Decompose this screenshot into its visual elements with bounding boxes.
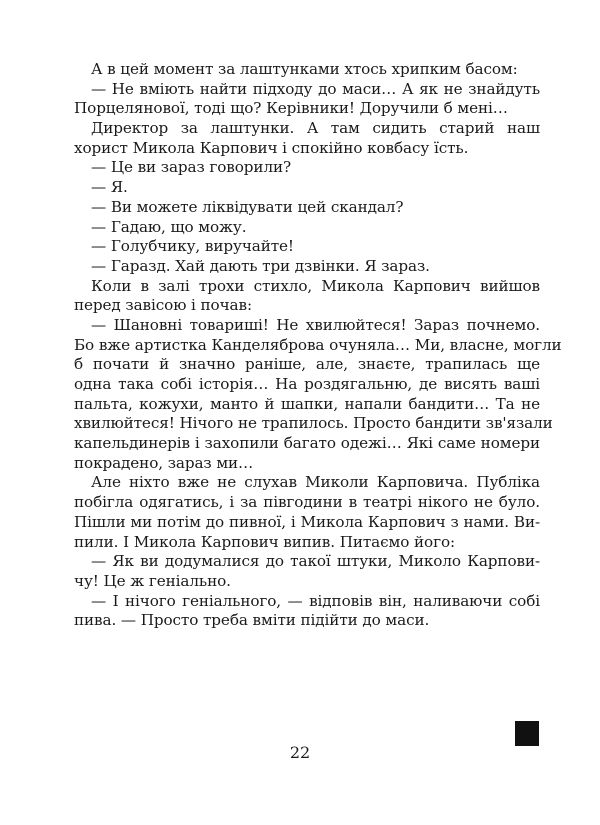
text-line: — Шановні товариші! Не хвилюйтеся! Зараз почнемо. xyxy=(91,315,540,334)
text-line: — Ви можете ліквідувати цей скандал? xyxy=(91,197,404,216)
text-line: — Не вміють найти підходу до маси… А як не знайдуть xyxy=(91,79,540,98)
text-line: Коли в залі трохи стихло, Микола Карпович вийшов xyxy=(91,276,540,295)
text-line: А в цей момент за лаштунками хтось хрипким басом: xyxy=(91,60,518,78)
text-line: Бо вже артистка Канделяброва очуняла… Ми, власне, могли xyxy=(74,335,562,354)
text-line: капельдинерів і захопили багато одежі… Які саме номери xyxy=(74,434,540,453)
text-line: Пішли ми потім до пивної, і Микола Карпович з нами. Ви- xyxy=(74,512,540,531)
page-number: 22 xyxy=(289,743,311,762)
text-line: пальта, кожухи, манто й шапки, напали бандити… Та не xyxy=(74,394,540,413)
text-line: — І нічого геніального, — відповів він, наливаючи собі xyxy=(91,591,540,610)
text-line: — Це ви зараз говорили? xyxy=(91,158,292,177)
text-line: — Як ви додумалися до такої штуки, Миколо Карпови- xyxy=(91,552,540,571)
text-line: Порцелянової, тоді що? Керівники! Доручили б мені… xyxy=(74,99,508,118)
text-line: пили. І Микола Карпович випив. Питаємо його: xyxy=(74,532,455,551)
text-line: Але ніхто вже не слухав Миколи Карповича. Публіка xyxy=(91,473,540,492)
text-line: пива. — Просто треба вміти підійти до маси. xyxy=(74,611,430,630)
text-line: — Я. xyxy=(91,178,128,197)
text-line: побігла одягатись, і за півгодини в театрі нікого не було. xyxy=(74,493,540,512)
text-line: хорист Микола Карпович і спокійно ковбасу їсть. xyxy=(74,138,469,157)
text-line: — Голубчику, виручайте! xyxy=(91,237,294,256)
text-line: Директор за лаштунки. А там сидить старий наш xyxy=(91,119,540,138)
text-line: одна така собі історія… На роздягальню, де висять ваші xyxy=(74,375,540,393)
text-line: перед завісою і почав: xyxy=(74,296,252,315)
text-line: покрадено, зараз ми… xyxy=(74,453,254,472)
text-line: чу! Це ж геніально. xyxy=(74,571,231,590)
text-line: б почати й значно раніше, але, знаєте, трапилась ще xyxy=(74,355,540,374)
text-line: — Гадаю, що можу. xyxy=(91,217,247,236)
page-text-block xyxy=(74,60,562,631)
text-line: — Гаразд. Хай дають три дзвінки. Я зараз. xyxy=(91,256,430,275)
text-line: хвилюйтеся! Нічого не трапилось. Просто бандити зв'язали xyxy=(74,414,553,433)
